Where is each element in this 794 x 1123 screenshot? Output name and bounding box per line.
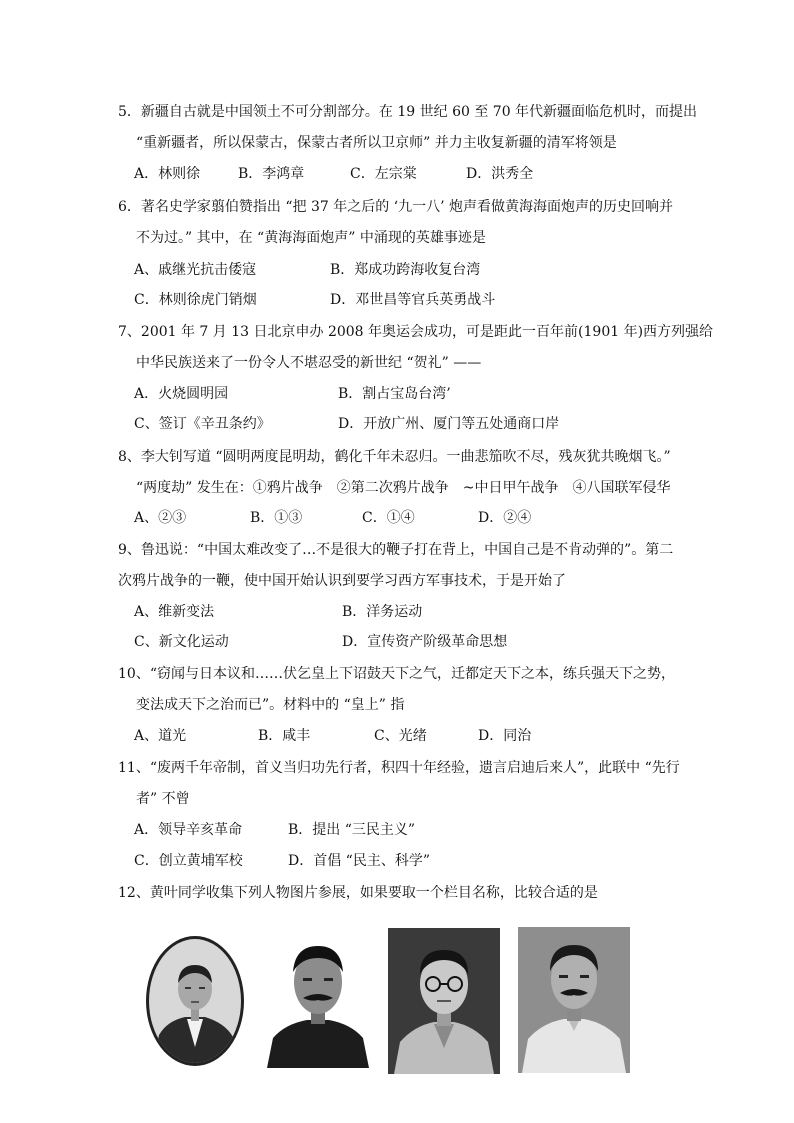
q7-option-b: B．割占宝岛台湾’ bbox=[338, 386, 451, 402]
q8-option-d: D．②④ bbox=[478, 510, 532, 526]
q6-option-a: A、戚继光抗击倭寇 bbox=[134, 262, 257, 278]
q6-stem-line2: 不为过。” 其中，在 “黄海海面炮声” 中涌现的英雄事迹是 bbox=[136, 230, 486, 246]
q11-option-c: C．创立黄埔军校 bbox=[134, 853, 243, 869]
q9-option-c: C、新文化运动 bbox=[134, 634, 229, 650]
q5-option-a: A．林则徐 bbox=[134, 166, 201, 182]
q5-stem-line1: 5．新疆自古就是中国领土不可分割部分。在 19 世纪 60 至 70 年代新疆面临危机时，而提出 bbox=[118, 104, 698, 120]
q8-stem-line1: 8、李大钊写道 “圆明两度昆明劫，鹤化千年未忍归。一曲悲笳吹不尽，残灰犹共晚烟飞。” bbox=[118, 449, 671, 465]
q9-option-d: D．宣传资产阶级革命思想 bbox=[342, 634, 508, 650]
q11-option-a: A．领导辛亥革命 bbox=[134, 822, 243, 838]
q10-stem-line1: 10、“窃闻与日本议和……伏乞皇上下诏鼓天下之气，迁都定天下之本，练兵强天下之势， bbox=[118, 666, 675, 682]
q10-option-d: D．同治 bbox=[478, 728, 532, 744]
q11-stem-line2: 者” 不曾 bbox=[136, 791, 190, 807]
q5-stem-line2: “重新疆者，所以保蒙古，保蒙古者所以卫京师” 并力主收复新疆的清军将领是 bbox=[136, 135, 617, 151]
q6-option-b: B．郑成功跨海收复台湾 bbox=[330, 262, 481, 278]
q5-option-c: C．左宗棠 bbox=[350, 166, 417, 182]
q11-option-b: B．提出 “三民主义” bbox=[288, 822, 416, 838]
portrait-3-image bbox=[388, 928, 500, 1074]
q9-stem-line1: 9、鲁迅说：“中国太难改变了…不是很大的鞭子打在背上，中国自己是不肯动弹的”。第二 bbox=[118, 542, 674, 558]
portrait-4-image bbox=[518, 927, 630, 1073]
q7-option-d: D．开放广州、厦门等五处通商口岸 bbox=[338, 416, 560, 432]
q8-option-b: B．①③ bbox=[250, 510, 303, 526]
portrait-2-image bbox=[263, 932, 373, 1068]
q6-option-d: D．邓世昌等官兵英勇战斗 bbox=[330, 292, 496, 308]
q10-option-a: A、道光 bbox=[134, 728, 187, 744]
q6-option-c: C．林则徐虎门销烟 bbox=[134, 292, 257, 308]
q7-option-a: A．火烧圆明园 bbox=[134, 386, 229, 402]
q11-option-d: D．首倡 “民主、科学” bbox=[288, 853, 430, 869]
q7-option-c: C、签订《辛丑条约》 bbox=[134, 416, 271, 432]
portrait-1-image bbox=[145, 935, 245, 1067]
q8-option-a: A、②③ bbox=[134, 510, 187, 526]
q11-stem-line1: 11、“废两千年帝制，首义当归功先行者，积四十年经验，遗言启迪后来人”，此联中 “先行 bbox=[118, 760, 680, 776]
q12-stem-line1: 12、黄叶同学收集下列人物图片参展，如果要取一个栏目名称，比较合适的是 bbox=[118, 885, 598, 901]
q7-stem-line1: 7、2001 年 7 月 13 日北京申办 2008 年奥运会成功，可是距此一百年前(1901 年)西方列强给 bbox=[118, 324, 714, 340]
q10-option-c: C、光绪 bbox=[374, 728, 427, 744]
q9-option-a: A、维新变法 bbox=[134, 604, 215, 620]
q8-option-c: C．①④ bbox=[362, 510, 415, 526]
q7-stem-line2: 中华民族送来了一份令人不堪忍受的新世纪 “贺礼” —— bbox=[136, 355, 482, 371]
q8-stem-line2: “两度劫” 发生在：①鸦片战争 ②第二次鸦片战争 ~中日甲午战争 ④八国联军侵华 bbox=[136, 480, 671, 496]
q9-option-b: B．洋务运动 bbox=[342, 604, 423, 620]
q10-option-b: B．咸丰 bbox=[258, 728, 311, 744]
q9-stem-line2: 次鸦片战争的一鞭，使中国开始认识到要学习西方军事技术，于是开始了 bbox=[118, 573, 566, 589]
q5-option-d: D．洪秀全 bbox=[466, 166, 534, 182]
q5-option-b: B．李鸿章 bbox=[238, 166, 305, 182]
q6-stem-line1: 6．著名史学家翦伯赞指出 “把 37 年之后的 ‘九一八’ 炮声看做黄海海面炮声的历史回响并 bbox=[118, 199, 674, 215]
q10-stem-line2: 变法成天下之治而已”。材料中的 “皇上” 指 bbox=[136, 697, 405, 713]
